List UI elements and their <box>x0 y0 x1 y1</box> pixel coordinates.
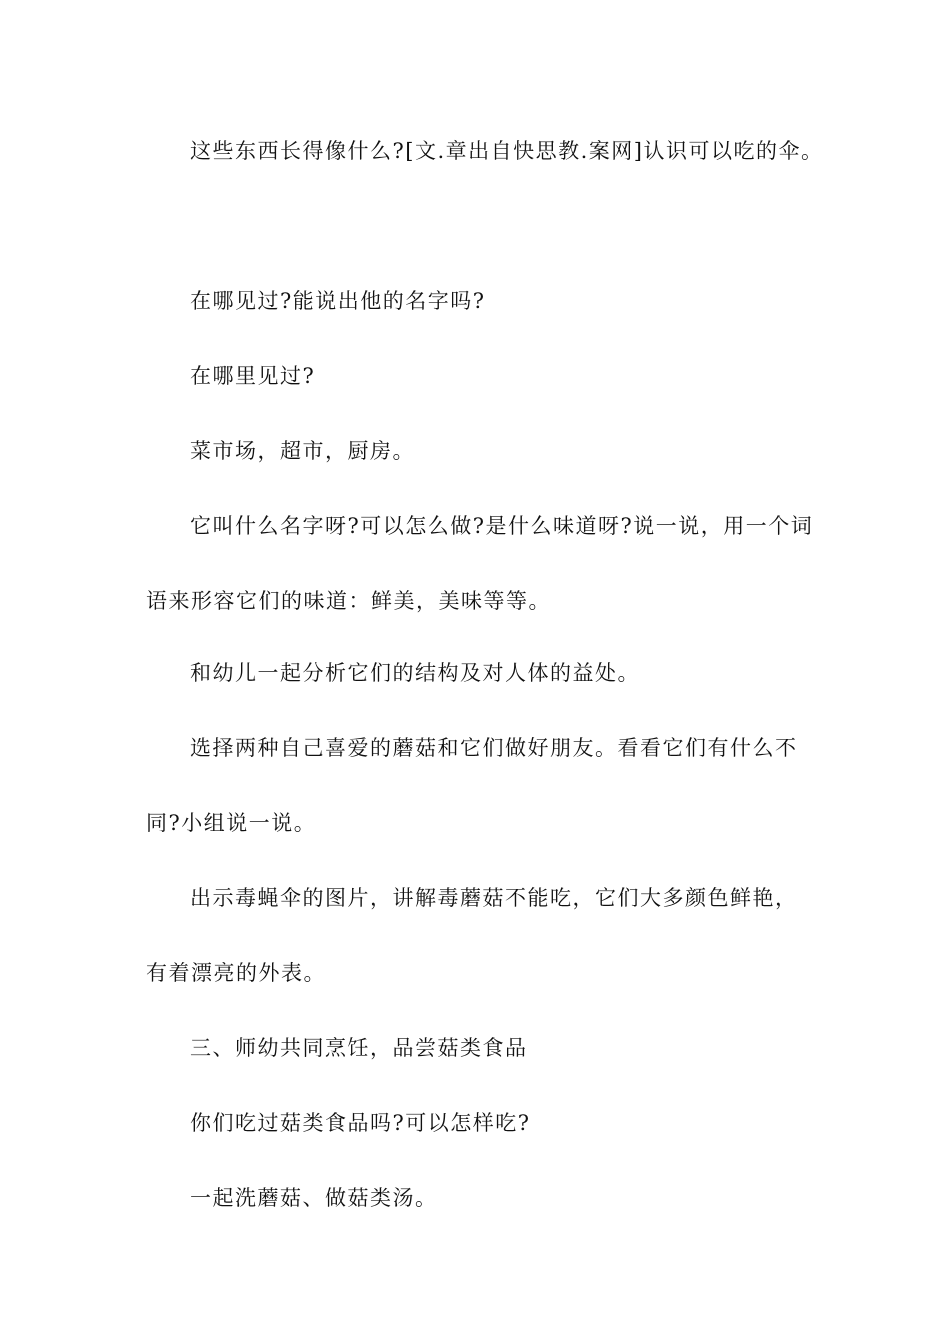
paragraph-line-14: 一起洗蘑菇、做菇类汤。 <box>190 1186 438 1210</box>
paragraph-line-6: 语来形容它们的味道：鲜美，美味等等。 <box>146 589 551 613</box>
paragraph-line-9: 同?小组说一说。 <box>146 811 317 835</box>
paragraph-line-1: 这些东西长得像什么?[文.章出自快思教.案网]认识可以吃的伞。 <box>190 139 824 163</box>
paragraph-line-7: 和幼儿一起分析它们的结构及对人体的益处。 <box>190 661 640 685</box>
paragraph-line-11: 有着漂亮的外表。 <box>146 961 326 985</box>
paragraph-line-5: 它叫什么名字呀?可以怎么做?是什么味道呀?说一说，用一个词 <box>190 514 814 538</box>
paragraph-line-3: 在哪里见过? <box>190 364 316 388</box>
paragraph-line-4: 菜市场，超市，厨房。 <box>190 439 415 463</box>
paragraph-line-8: 选择两种自己喜爱的蘑菇和它们做好朋友。看看它们有什么不 <box>190 736 798 760</box>
paragraph-line-10: 出示毒蝇伞的图片，讲解毒蘑菇不能吃，它们大多颜色鲜艳， <box>190 886 798 910</box>
paragraph-line-2: 在哪见过?能说出他的名字吗? <box>190 289 486 313</box>
section-heading: 三、师幼共同烹饪，品尝菇类食品 <box>190 1036 528 1060</box>
paragraph-line-13: 你们吃过菇类食品吗?可以怎样吃? <box>190 1111 531 1135</box>
